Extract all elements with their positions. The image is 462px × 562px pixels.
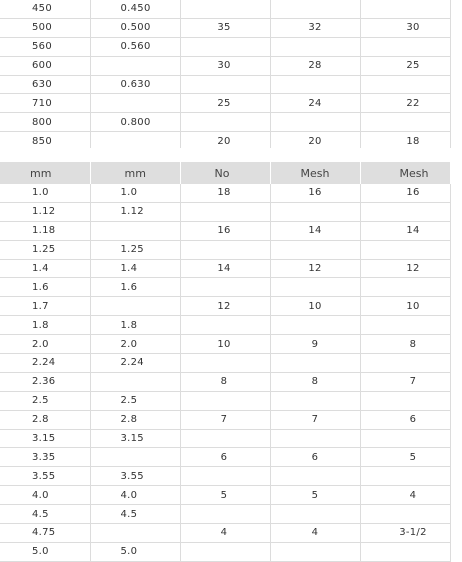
table-cell: 25 [360, 56, 450, 75]
table-row [0, 259, 450, 278]
table-row [0, 524, 450, 543]
table-cell: 18 [180, 184, 270, 202]
table-cell: 12 [270, 259, 360, 278]
table-cell [180, 37, 270, 56]
table-cell: 5.0 [0, 542, 90, 561]
table-row [0, 56, 450, 75]
table-cell: 9 [270, 335, 360, 354]
table-cell [360, 391, 450, 410]
table-cell: 0.560 [90, 37, 180, 56]
header-row [0, 162, 450, 184]
table-cell [270, 113, 360, 132]
table-cell: 14 [360, 221, 450, 240]
table-row [0, 0, 450, 18]
table-cell: 710 [0, 94, 90, 113]
table-cell: 1.8 [0, 316, 90, 335]
table-cell [270, 429, 360, 448]
table-cell: 560 [0, 37, 90, 56]
table-row [0, 505, 450, 524]
table-cell: 1.12 [0, 202, 90, 221]
table-cell: 20 [270, 132, 360, 151]
table-cell [270, 75, 360, 94]
table-cell: 3.35 [0, 448, 90, 467]
table-cell: 12 [180, 297, 270, 316]
table-cell: 8 [270, 372, 360, 391]
table-row [0, 278, 450, 297]
header-mesh-2: Mesh [360, 162, 450, 184]
table-cell: 8 [360, 335, 450, 354]
table-cell: 2.5 [0, 391, 90, 410]
table-row [0, 37, 450, 56]
table-cell: 22 [360, 94, 450, 113]
table-cell [360, 240, 450, 259]
header-mesh-1: Mesh [270, 162, 360, 184]
table-row [0, 391, 450, 410]
table-cell: 16 [270, 184, 360, 202]
table-cell: 4 [270, 524, 360, 543]
table-cell [270, 391, 360, 410]
table-row [0, 240, 450, 259]
table-cell: 6 [360, 410, 450, 429]
table-cell [180, 278, 270, 297]
table-cell: 6 [270, 448, 360, 467]
table-cell [360, 505, 450, 524]
table-cell: 3.55 [90, 467, 180, 486]
table-cell: 1.12 [90, 202, 180, 221]
table-cell: 630 [0, 75, 90, 94]
table-cell: 16 [360, 184, 450, 202]
table-cell: 24 [270, 94, 360, 113]
table-cell [90, 56, 180, 75]
table-cell: 12 [360, 259, 450, 278]
table-cell [180, 202, 270, 221]
table-row [0, 113, 450, 132]
table-cell: 30 [360, 18, 450, 37]
table-cell [180, 391, 270, 410]
table-cell [270, 0, 360, 18]
table-row [0, 297, 450, 316]
table-cell [180, 505, 270, 524]
table-row [0, 316, 450, 335]
table-cell: 10 [180, 335, 270, 354]
table-cell: 1.18 [0, 221, 90, 240]
table-cell: 4 [180, 524, 270, 543]
table-cell: 10 [270, 297, 360, 316]
table-cell [270, 505, 360, 524]
table-cell: 5 [270, 486, 360, 505]
table-cell [270, 278, 360, 297]
table-cell: 2.0 [0, 335, 90, 354]
table-cell: 3-1/2 [360, 524, 450, 543]
table-row [0, 221, 450, 240]
table-cell: 1.7 [0, 297, 90, 316]
table-cell [270, 37, 360, 56]
table-cell: 30 [180, 56, 270, 75]
table-row [0, 410, 450, 429]
table-cell [270, 240, 360, 259]
table-cell: 3.15 [90, 429, 180, 448]
sieve-table-mm-body [0, 184, 450, 561]
table-cell: 2.24 [90, 354, 180, 373]
table-row [0, 18, 450, 37]
table-row [0, 354, 450, 373]
table-cell [270, 354, 360, 373]
table-cell: 14 [180, 259, 270, 278]
table-cell [360, 113, 450, 132]
sieve-table-micron [0, 0, 451, 170]
table-cell: 450 [0, 0, 90, 18]
table-cell [360, 37, 450, 56]
table-cell [90, 94, 180, 113]
table-cell [90, 524, 180, 543]
table-cell: 6 [180, 448, 270, 467]
header-mm-1: mm [0, 162, 90, 184]
table-cell: 5 [360, 448, 450, 467]
table-row [0, 372, 450, 391]
table-cell: 2.5 [90, 391, 180, 410]
table-cell: 25 [180, 94, 270, 113]
table-cell: 3.15 [0, 429, 90, 448]
table-row [0, 202, 450, 221]
table-cell: 2.8 [90, 410, 180, 429]
table-cell: 28 [270, 56, 360, 75]
table-cell: 2.24 [0, 354, 90, 373]
table-cell [360, 316, 450, 335]
table-cell [360, 278, 450, 297]
table-row [0, 94, 450, 113]
table-cell: 500 [0, 18, 90, 37]
table-cell: 1.6 [90, 278, 180, 297]
table-cell: 14 [270, 221, 360, 240]
table-cell [180, 240, 270, 259]
table-cell: 0.450 [90, 0, 180, 18]
table-cell [360, 429, 450, 448]
table-cell [360, 467, 450, 486]
table-cell: 1.4 [90, 259, 180, 278]
table-cell [360, 0, 450, 18]
table-cell [90, 221, 180, 240]
header-mm-2: mm [90, 162, 180, 184]
table-cell [180, 0, 270, 18]
table-cell: 4.5 [90, 505, 180, 524]
table-cell: 16 [180, 221, 270, 240]
table-cell [180, 542, 270, 561]
table-cell: 1.8 [90, 316, 180, 335]
table-cell: 4.0 [90, 486, 180, 505]
table-cell [360, 202, 450, 221]
table-cell [90, 448, 180, 467]
table-cell: 3.55 [0, 467, 90, 486]
table-cell: 35 [180, 18, 270, 37]
table-cell [270, 316, 360, 335]
table-cell: 8 [180, 372, 270, 391]
table-cell: 0.500 [90, 18, 180, 37]
table-cell: 850 [0, 132, 90, 151]
sieve-table-mm [0, 162, 451, 562]
table-cell [180, 316, 270, 335]
sieve-table-micron-body [0, 0, 450, 170]
table-cell: 600 [0, 56, 90, 75]
table-cell [90, 297, 180, 316]
table-cell: 5.0 [90, 542, 180, 561]
table-cell: 1.6 [0, 278, 90, 297]
table-cell: 4.5 [0, 505, 90, 524]
table-cell: 5 [180, 486, 270, 505]
table-cell [180, 354, 270, 373]
table-row [0, 467, 450, 486]
table-cell: 0.630 [90, 75, 180, 94]
table-cell: 1.0 [0, 184, 90, 202]
table-cell: 18 [360, 132, 450, 151]
table-cell: 7 [360, 372, 450, 391]
table-cell [270, 202, 360, 221]
table-cell [360, 354, 450, 373]
table-cell [180, 113, 270, 132]
table-cell: 2.0 [90, 335, 180, 354]
table-cell: 2.36 [0, 372, 90, 391]
table-cell: 10 [360, 297, 450, 316]
table-cell: 32 [270, 18, 360, 37]
table-row [0, 542, 450, 561]
table-cell [90, 372, 180, 391]
table-cell: 800 [0, 113, 90, 132]
table-row [0, 335, 450, 354]
table-cell: 7 [180, 410, 270, 429]
table-cell: 20 [180, 132, 270, 151]
header-no: No [180, 162, 270, 184]
table-row [0, 429, 450, 448]
table-cell: 2.8 [0, 410, 90, 429]
table-cell [180, 467, 270, 486]
table-cell [180, 75, 270, 94]
table-cell: 7 [270, 410, 360, 429]
table-cell: 4.75 [0, 524, 90, 543]
table-cell: 4.0 [0, 486, 90, 505]
table-cell: 4 [360, 486, 450, 505]
table-row [0, 184, 450, 202]
table-cell [360, 75, 450, 94]
table-row [0, 75, 450, 94]
section-gap [0, 148, 451, 162]
table-cell [180, 429, 270, 448]
table-cell: 0.800 [90, 113, 180, 132]
table-cell [270, 467, 360, 486]
table-row [0, 486, 450, 505]
table-cell: 1.25 [90, 240, 180, 259]
table-cell [270, 542, 360, 561]
table-cell: 1.0 [90, 184, 180, 202]
table-cell [360, 542, 450, 561]
table-cell: 1.25 [0, 240, 90, 259]
table-cell: 1.4 [0, 259, 90, 278]
table-row [0, 448, 450, 467]
